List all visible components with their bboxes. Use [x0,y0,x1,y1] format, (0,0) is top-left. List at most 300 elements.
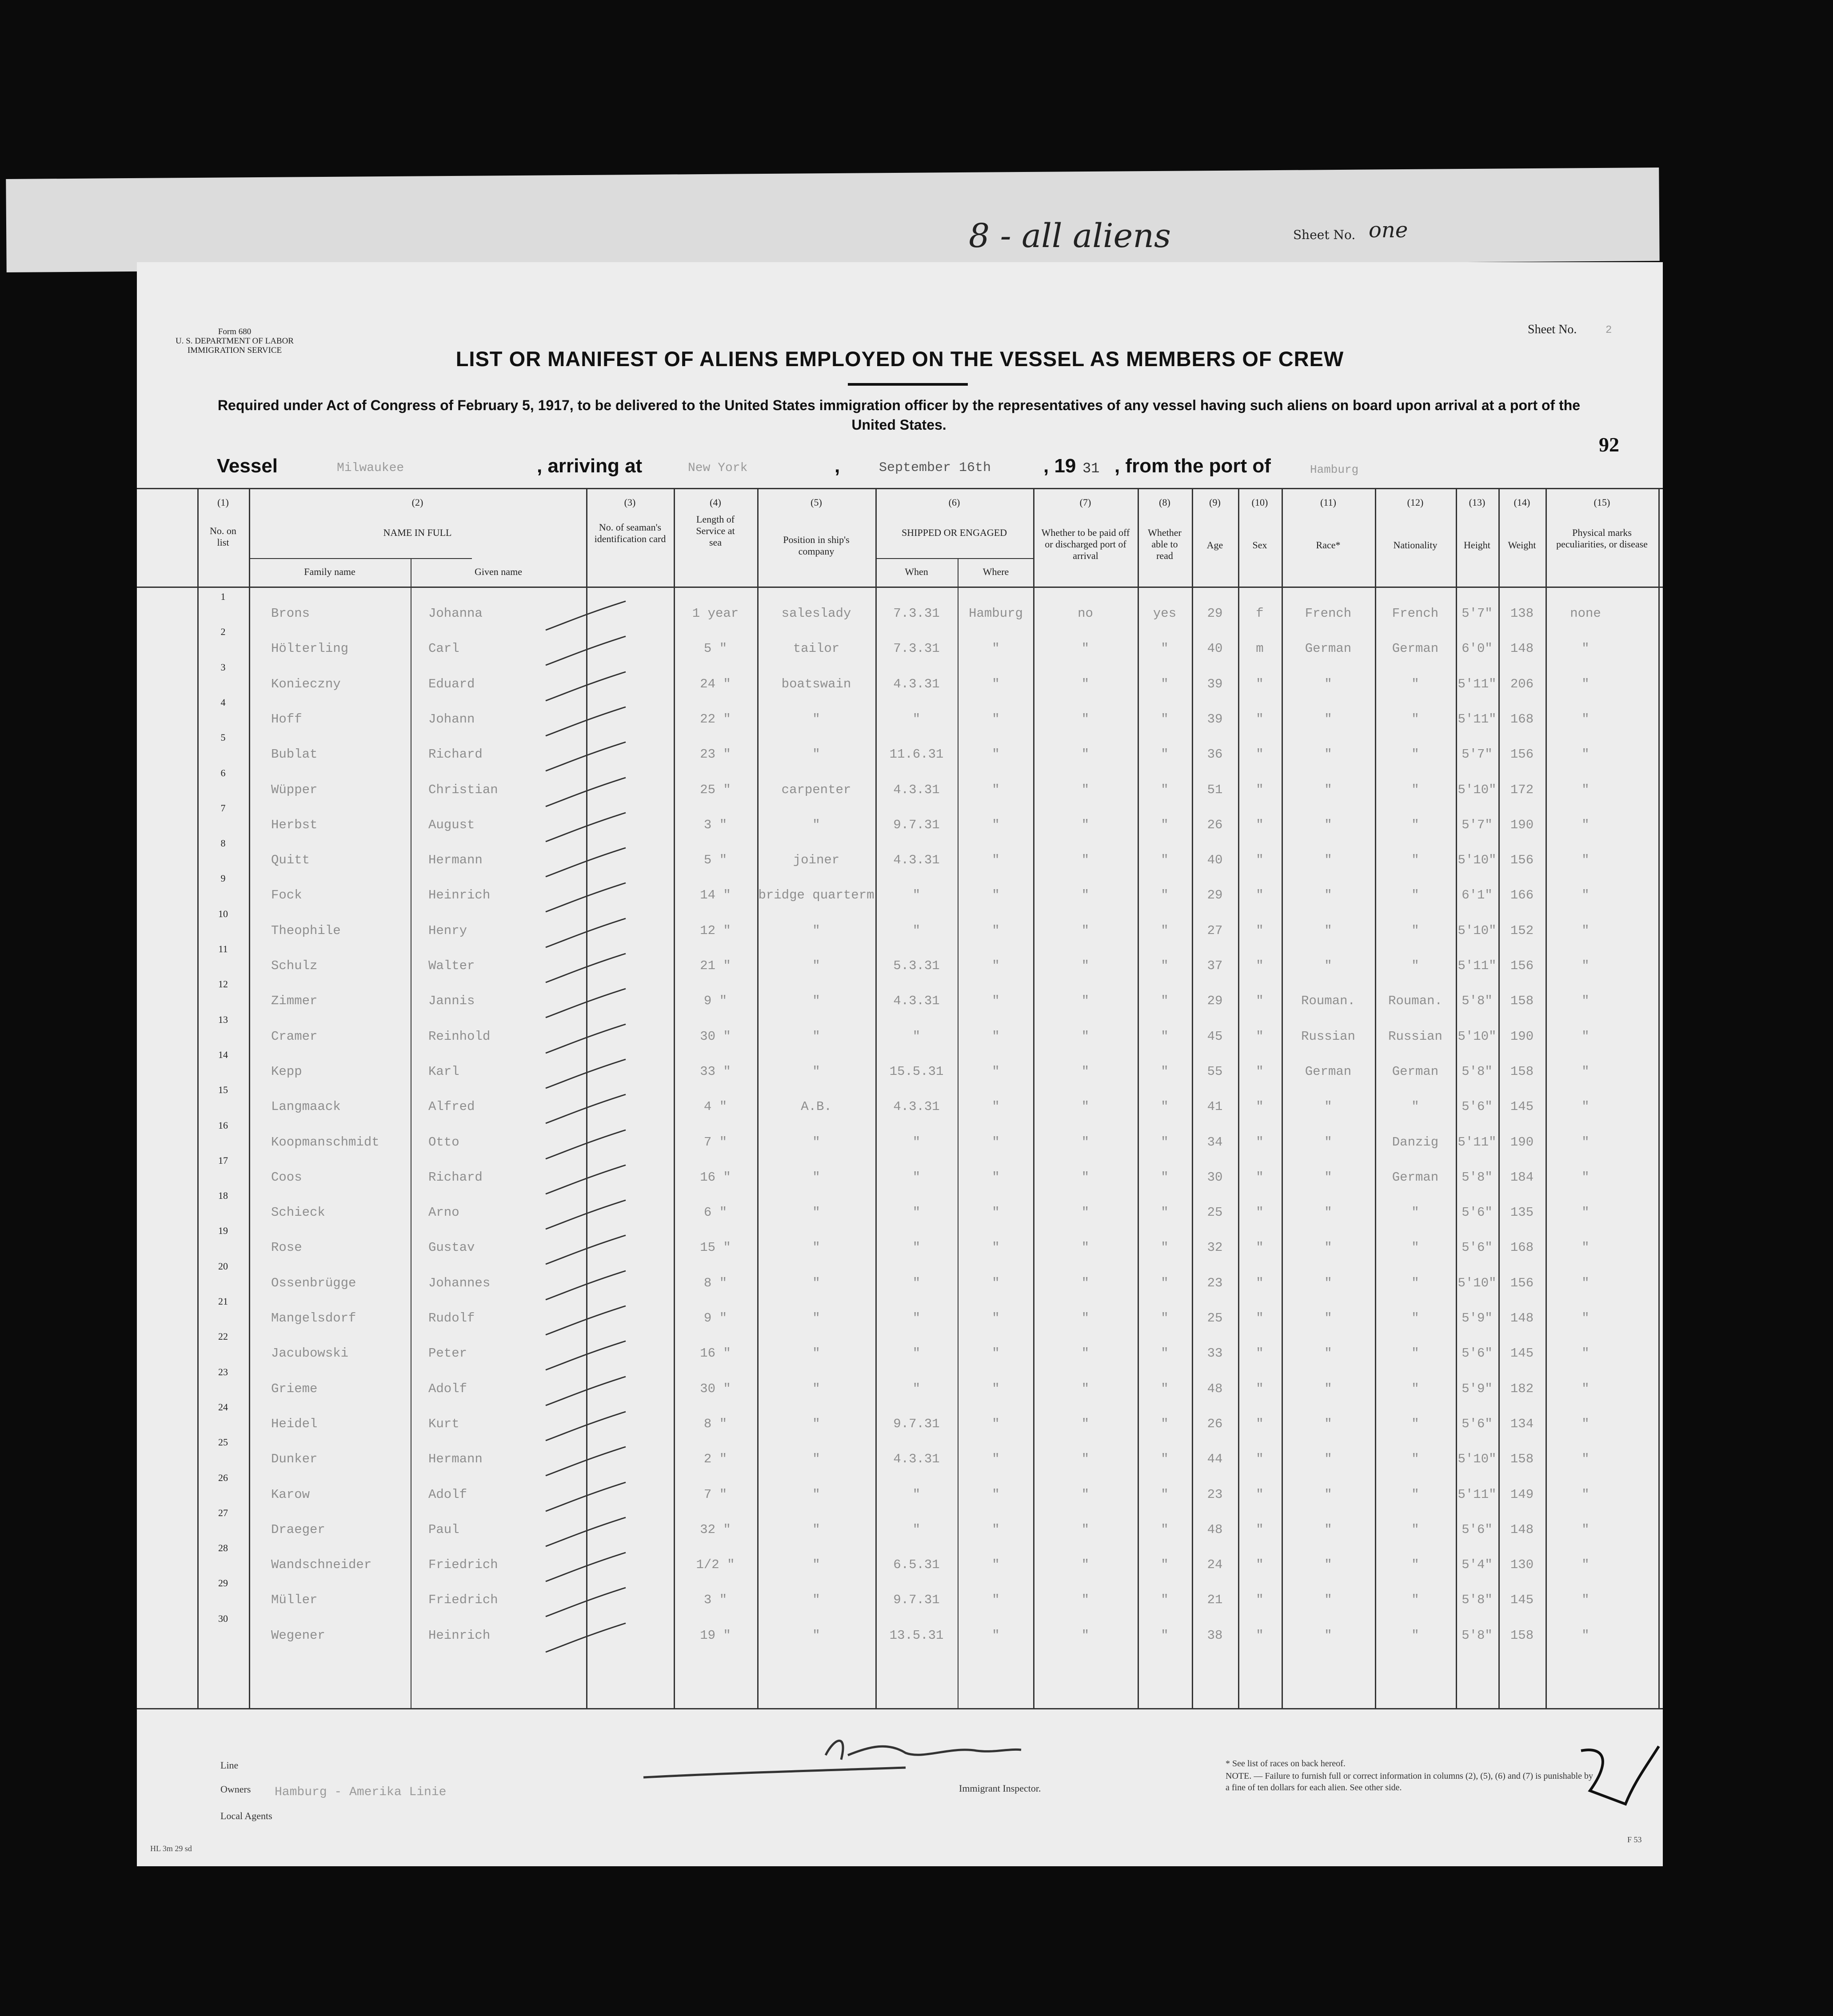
cell-race: " [1324,1311,1332,1325]
check-mark [1572,1742,1661,1817]
cell-weight: 206 [1510,677,1534,691]
owners-value: Hamburg - Amerika Linie [275,1785,447,1799]
cell-nationality: " [1411,1628,1419,1643]
cell-where: " [992,677,1000,691]
cell-paid: " [1081,853,1090,867]
cell-sex: " [1256,782,1264,797]
col-2-given-label: Given name [475,566,522,577]
cell-position: boatswain [781,677,851,691]
cell-given: Walter [428,958,475,973]
cell-family: Rose [271,1240,302,1255]
cell-read: " [1161,1170,1169,1185]
col-15-number: (15) [1593,497,1610,508]
cell-given: Hermann [428,1452,483,1466]
table-row [137,802,1663,850]
cell-where: " [992,641,1000,656]
cell-family: Theophile [271,923,341,938]
cell-read: " [1161,677,1169,691]
cell-race: " [1324,1205,1332,1220]
cell-where: " [992,1205,1000,1220]
inspector-signature [639,1729,1039,1786]
cell-read: " [1161,1381,1169,1396]
cell-marks: " [1581,1064,1589,1079]
tick-mark-icon [537,1480,635,1516]
cell-position: " [812,1487,820,1502]
col-7-label: Whether to be paid off or discharged port of arrival [1041,527,1130,561]
cell-read: " [1161,994,1169,1008]
cell-no: 9 [220,873,226,884]
arrival-port: New York [688,461,748,475]
cell-nationality: French [1392,606,1439,621]
cell-age: 37 [1207,958,1223,973]
cell-service: 9 " [703,1311,727,1325]
cell-when: " [912,1381,921,1396]
col-1-number: (1) [217,497,229,508]
cell-when: " [912,1346,921,1361]
cell-nationality: " [1411,1099,1419,1114]
cell-position: " [812,1276,820,1290]
cell-service: 8 " [703,1276,727,1290]
cell-family: Coos [271,1170,302,1185]
cell-service: 5 " [703,853,727,867]
cell-weight: 156 [1510,747,1534,762]
cell-given: Rudolf [428,1311,475,1325]
cell-weight: 172 [1510,782,1534,797]
cell-height: 5'7" [1462,818,1493,832]
line-label: Line [220,1760,239,1771]
cell-nationality: " [1411,1417,1419,1431]
cell-weight: 158 [1510,994,1534,1008]
table-row [137,732,1663,779]
cell-sex: " [1256,923,1264,938]
cell-age: 25 [1207,1311,1223,1325]
table-row [137,1577,1663,1625]
cell-marks: " [1581,888,1589,902]
cell-position: saleslady [781,606,851,621]
cell-marks: " [1581,1417,1589,1431]
cell-age: 24 [1207,1557,1223,1572]
cell-sex: " [1256,994,1264,1008]
cell-family: Herbst [271,818,318,832]
cell-position: " [812,1417,820,1431]
cell-height: 5'8" [1462,1593,1493,1607]
cell-when: 4.3.31 [893,994,940,1008]
cell-age: 26 [1207,1417,1223,1431]
cell-no: 12 [218,978,228,990]
cell-sex: " [1256,853,1264,867]
cell-no: 30 [218,1613,228,1624]
cell-family: Schulz [271,958,318,973]
cell-read: " [1161,1205,1169,1220]
cell-family: Karow [271,1487,310,1502]
cell-when: 4.3.31 [893,1099,940,1114]
col-9-number: (9) [1209,497,1221,508]
tick-mark-icon [537,1304,635,1339]
cell-service: 25 " [700,782,731,797]
cell-height: 5'8" [1462,1170,1493,1185]
cell-height: 5'10" [1458,923,1497,938]
cell-marks: " [1581,1381,1589,1396]
cell-marks: " [1581,1628,1589,1643]
cell-read: " [1161,1135,1169,1150]
cell-where: " [992,1417,1000,1431]
cell-read: " [1161,1276,1169,1290]
cell-read: " [1161,1593,1169,1607]
inspector-label: Immigrant Inspector. [959,1783,1041,1794]
cell-height: 5'8" [1462,994,1493,1008]
cell-nationality: " [1411,1311,1419,1325]
cell-when: " [912,712,921,727]
tick-mark-icon [537,916,635,952]
cell-given: Reinhold [428,1029,491,1044]
cell-marks: " [1581,1452,1589,1466]
table-row [137,626,1663,674]
cell-weight: 148 [1510,1522,1534,1537]
cell-position: " [812,1240,820,1255]
table-row [137,1401,1663,1449]
cell-when: " [912,1135,921,1150]
cell-paid: " [1081,1276,1090,1290]
cell-where: " [992,888,1000,902]
cell-height: 5'6" [1462,1346,1493,1361]
tick-mark-icon [537,1057,635,1093]
tick-mark-icon [537,1550,635,1586]
col-13-label: Height [1464,539,1490,551]
cell-paid: " [1081,1311,1090,1325]
cell-read: " [1161,1346,1169,1361]
cell-height: 5'7" [1462,606,1493,621]
table-row [137,591,1663,639]
cell-height: 5'10" [1458,1029,1497,1044]
table-row [137,1472,1663,1520]
tick-mark-icon [537,1585,635,1621]
cell-no: 24 [218,1401,228,1413]
cell-weight: 145 [1510,1099,1534,1114]
cell-height: 5'11" [1458,712,1497,727]
cell-service: 9 " [703,994,727,1008]
cell-sex: f [1256,606,1264,621]
cell-height: 5'8" [1462,1064,1493,1079]
sheet-number-label: Sheet No. [1528,323,1577,336]
cell-sex: " [1256,1205,1264,1220]
table-row [137,1296,1663,1343]
cell-where: " [992,1311,1000,1325]
failure-note: NOTE. — Failure to furnish full or correct information in columns (2), (5), (6) and (7) is punishable by a fine of ten dollars for each alien. See other side. [1226,1771,1593,1792]
cell-given: Heinrich [428,888,491,902]
table-row [137,908,1663,956]
cell-when: 6.5.31 [893,1557,940,1572]
cell-family: Konieczny [271,677,341,691]
cell-race: " [1324,1522,1332,1537]
cell-given: Heinrich [428,1628,491,1643]
cell-marks: " [1581,853,1589,867]
cell-read: " [1161,958,1169,973]
cell-weight: 148 [1510,1311,1534,1325]
cell-race: " [1324,923,1332,938]
cell-when: " [912,888,921,902]
cell-marks: " [1581,677,1589,691]
cell-paid: " [1081,747,1090,762]
cell-age: 26 [1207,818,1223,832]
cell-height: 5'10" [1458,1452,1497,1466]
cell-paid: " [1081,1593,1090,1607]
cell-when: 9.7.31 [893,1593,940,1607]
cell-position: " [812,1628,820,1643]
cell-given: Peter [428,1346,467,1361]
cell-no: 7 [220,802,226,814]
cell-read: " [1161,1417,1169,1431]
cell-given: Otto [428,1135,459,1150]
cell-race: French [1305,606,1352,621]
cell-family: Schieck [271,1205,325,1220]
cell-marks: " [1581,782,1589,797]
table-row [137,1366,1663,1414]
col-13-number: (13) [1469,497,1486,508]
cell-height: 5'4" [1462,1557,1493,1572]
cell-paid: " [1081,1381,1090,1396]
table-row [137,1120,1663,1167]
cell-when: 4.3.31 [893,1452,940,1466]
cell-nationality: " [1411,1522,1419,1537]
cell-service: 32 " [700,1522,731,1537]
cell-service: 8 " [703,1417,727,1431]
cell-weight: 168 [1510,712,1534,727]
col-3-number: (3) [624,497,636,508]
col-11-label: Race* [1316,539,1341,551]
cell-given: Alfred [428,1099,475,1114]
cell-age: 40 [1207,641,1223,656]
col-2-number: (2) [411,497,423,508]
cell-age: 48 [1207,1522,1223,1537]
cell-no: 21 [218,1296,228,1307]
cell-read: " [1161,1522,1169,1537]
cell-nationality: " [1411,1240,1419,1255]
cell-read: " [1161,1099,1169,1114]
cell-position: " [812,1311,820,1325]
cell-family: Kepp [271,1064,302,1079]
vessel-label: Vessel [217,455,278,477]
cell-family: Heidel [271,1417,318,1431]
cell-family: Bublat [271,747,318,762]
cell-race: Rouman. [1301,994,1355,1008]
vessel-name: Milwaukee [337,461,404,475]
cell-given: Hermann [428,853,483,867]
cell-no: 23 [218,1366,228,1377]
cell-read: " [1161,888,1169,902]
cell-race: " [1324,1099,1332,1114]
cell-given: Jannis [428,994,475,1008]
cell-service: 3 " [703,818,727,832]
cell-where: " [992,782,1000,797]
cell-race: " [1324,958,1332,973]
year-prefix: , 19 [1043,455,1076,477]
cell-read: " [1161,1628,1169,1643]
table-row [137,1613,1663,1661]
table-row [137,1049,1663,1097]
cell-no: 25 [218,1437,228,1448]
cell-marks: " [1581,1099,1589,1114]
cell-height: 5'6" [1462,1417,1493,1431]
cell-age: 36 [1207,747,1223,762]
cell-race: " [1324,818,1332,832]
cell-service: 7 " [703,1135,727,1150]
owners-label: Owners [220,1784,251,1795]
col-10-number: (10) [1251,497,1268,508]
cell-weight: 158 [1510,1064,1534,1079]
cell-where: " [992,1240,1000,1255]
cell-read: " [1161,923,1169,938]
cell-when: 4.3.31 [893,782,940,797]
cell-weight: 158 [1510,1452,1534,1466]
cell-read: " [1161,641,1169,656]
cell-where: " [992,1593,1000,1607]
cell-service: 1/2 " [696,1557,735,1572]
year-suffix: 31 [1082,460,1100,477]
col-6-where-label: Where [982,566,1009,577]
cell-family: Quitt [271,853,310,867]
tick-mark-icon [537,1092,635,1128]
cell-height: 5'6" [1462,1522,1493,1537]
cell-no: 2 [220,626,226,637]
cell-paid: " [1081,994,1090,1008]
table-row [137,1155,1663,1202]
col-11-number: (11) [1320,497,1336,508]
cell-given: Johanna [428,606,483,621]
cell-sex: " [1256,1557,1264,1572]
cell-family: Hoff [271,712,302,727]
table-row [137,1084,1663,1132]
cell-paid: " [1081,1346,1090,1361]
cell-race: German [1305,641,1352,656]
cell-sex: " [1256,1346,1264,1361]
tick-mark-icon [537,1269,635,1304]
cell-race: " [1324,1240,1332,1255]
tick-mark-icon [537,634,635,670]
cell-no: 5 [220,732,226,743]
cell-read: " [1161,712,1169,727]
table-row [137,943,1663,991]
cell-given: Henry [428,923,467,938]
cell-service: 5 " [703,641,727,656]
table-bottom-border [137,1708,1663,1709]
cell-service: 15 " [700,1240,731,1255]
cell-age: 30 [1207,1170,1223,1185]
cell-position: " [812,747,820,762]
cell-age: 21 [1207,1593,1223,1607]
cell-marks: " [1581,958,1589,973]
manifest-sheet [137,262,1663,1866]
print-code: HL 3m 29 sd [150,1844,192,1853]
cell-no: 28 [218,1542,228,1553]
cell-where: " [992,1452,1000,1466]
cell-marks: " [1581,1135,1589,1150]
cell-paid: " [1081,958,1090,973]
cell-weight: 184 [1510,1170,1534,1185]
cell-sex: m [1256,641,1264,656]
departure-port: Hamburg [1310,463,1359,476]
cell-height: 5'11" [1458,1487,1497,1502]
cell-height: 5'11" [1458,1135,1497,1150]
cell-nationality: " [1411,818,1419,832]
tick-mark-icon [537,986,635,1022]
cell-given: Christian [428,782,498,797]
cell-family: Ossenbrügge [271,1276,356,1290]
cell-age: 38 [1207,1628,1223,1643]
cell-when: " [912,923,921,938]
cell-position: " [812,994,820,1008]
cell-given: Arno [428,1205,459,1220]
cell-where: " [992,712,1000,727]
col-6-when-label: When [905,566,928,577]
cell-race: " [1324,1593,1332,1607]
cell-paid: " [1081,1205,1090,1220]
col-2-label: NAME IN FULL [383,527,452,538]
table-row [137,978,1663,1026]
cell-where: " [992,1170,1000,1185]
table-row [137,838,1663,885]
cell-when: 4.3.31 [893,677,940,691]
col-14-number: (14) [1514,497,1530,508]
cell-position: " [812,923,820,938]
table-row [137,1225,1663,1273]
tick-mark-icon [537,1621,635,1657]
cell-race: " [1324,712,1332,727]
cell-race: " [1324,1170,1332,1185]
cell-age: 39 [1207,677,1223,691]
cell-height: 5'10" [1458,782,1497,797]
cell-position: A.B. [801,1099,832,1114]
col-6-number: (6) [948,497,960,508]
cell-nationality: Danzig [1392,1135,1439,1150]
cell-sex: " [1256,958,1264,973]
cell-given: Johannes [428,1276,491,1290]
cell-sex: " [1256,1522,1264,1537]
arrival-date: September 16th [879,460,991,475]
col-15-label: Physical marks peculiarities, or disease [1556,527,1648,550]
cell-nationality: Russian [1388,1029,1442,1044]
cell-no: 3 [220,662,226,673]
cell-paid: no [1078,606,1093,621]
cell-no: 29 [218,1577,228,1589]
underlying-sheet [6,168,1659,272]
cell-no: 19 [218,1225,228,1236]
cell-height: 5'8" [1462,1628,1493,1643]
col-10-label: Sex [1252,539,1267,551]
cell-paid: " [1081,1170,1090,1185]
cell-where: " [992,1276,1000,1290]
cell-position: " [812,1381,820,1396]
name-subdivider [249,558,472,559]
cell-sex: " [1256,1311,1264,1325]
cell-family: Grieme [271,1381,318,1396]
cell-paid: " [1081,1029,1090,1044]
cell-read: " [1161,1557,1169,1572]
cell-race: " [1324,1346,1332,1361]
cell-nationality: " [1411,1346,1419,1361]
cell-read: " [1161,1064,1169,1079]
cell-weight: 156 [1510,1276,1534,1290]
cell-height: 5'10" [1458,1276,1497,1290]
tick-mark-icon [537,1233,635,1269]
cell-when: " [912,1240,921,1255]
cell-age: 32 [1207,1240,1223,1255]
cell-family: Zimmer [271,994,318,1008]
cell-read: " [1161,782,1169,797]
cell-marks: " [1581,1240,1589,1255]
cell-service: 14 " [700,888,731,902]
shipped-subdivider [875,558,1033,559]
cell-position: carpenter [781,782,851,797]
